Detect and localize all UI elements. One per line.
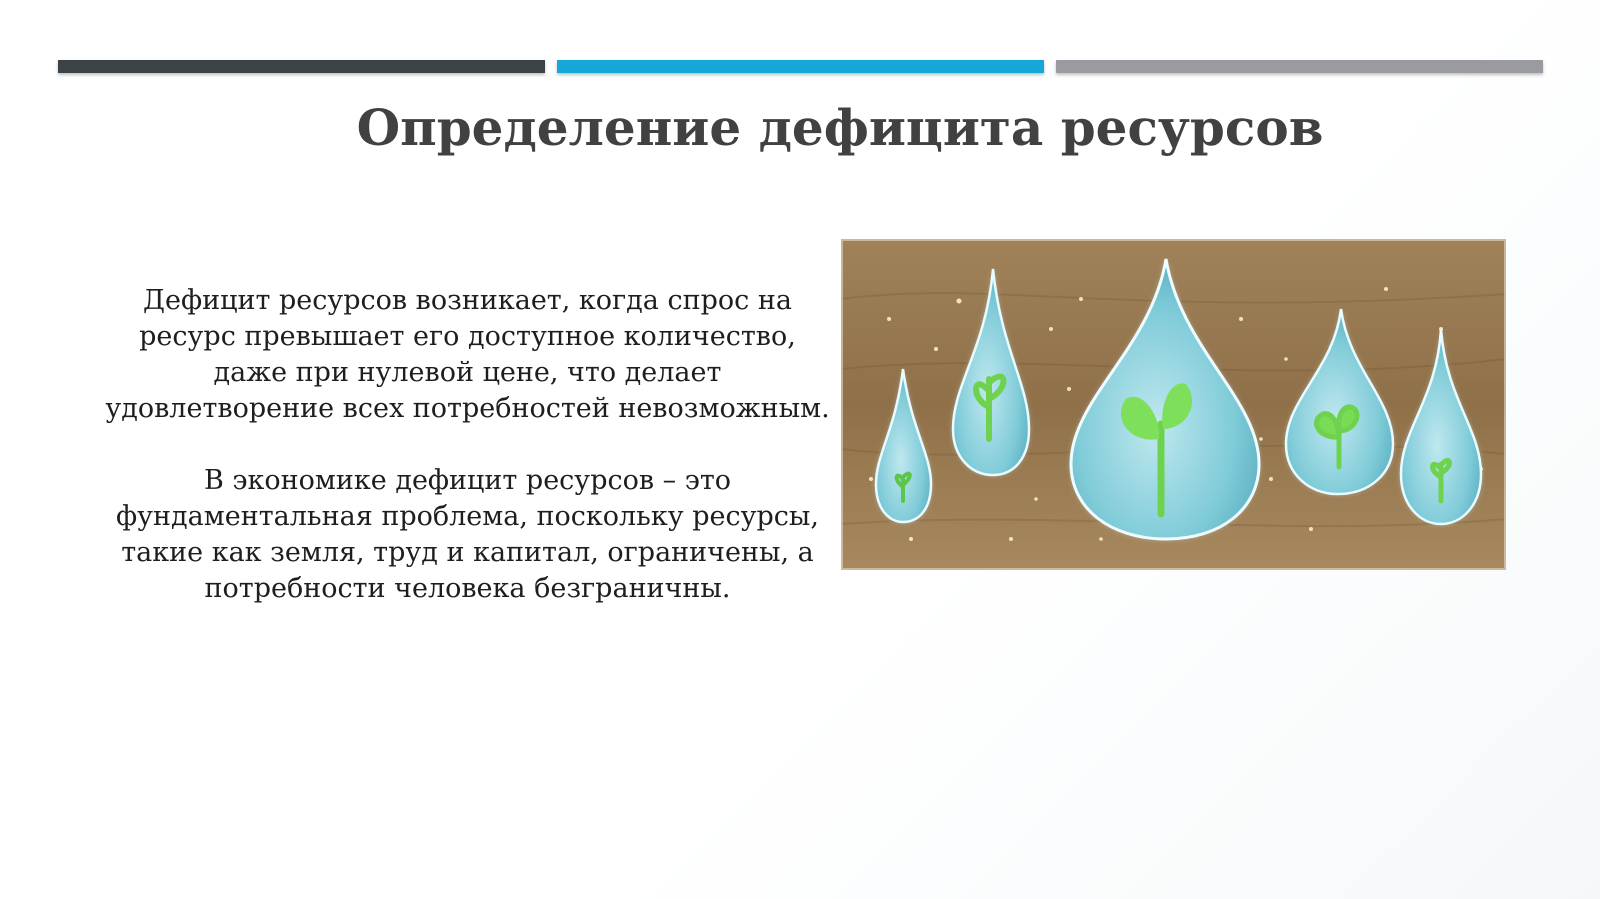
slide-body — [105, 283, 830, 643]
accent-bar-gray — [1056, 60, 1543, 73]
paragraph-1: Дефицит ресурсов возникает, когда спрос на ресурс превышает его доступное количество, даже при нулевой цене, что делает удовлетворение всех потребностей невозможным. — [105, 285, 830, 424]
slide-title: Определение дефицита ресурсов — [356, 98, 1324, 157]
paragraph-2: В экономике дефицит ресурсов – это фундаментальная проблема, поскольку ресурсы, такие как земля, труд и капитал, ограничены, а потребности человека безграничны. — [116, 465, 819, 604]
accent-bar-blue — [557, 60, 1044, 73]
accent-bar-dark — [58, 60, 545, 73]
water-drops-illustration — [841, 239, 1506, 570]
